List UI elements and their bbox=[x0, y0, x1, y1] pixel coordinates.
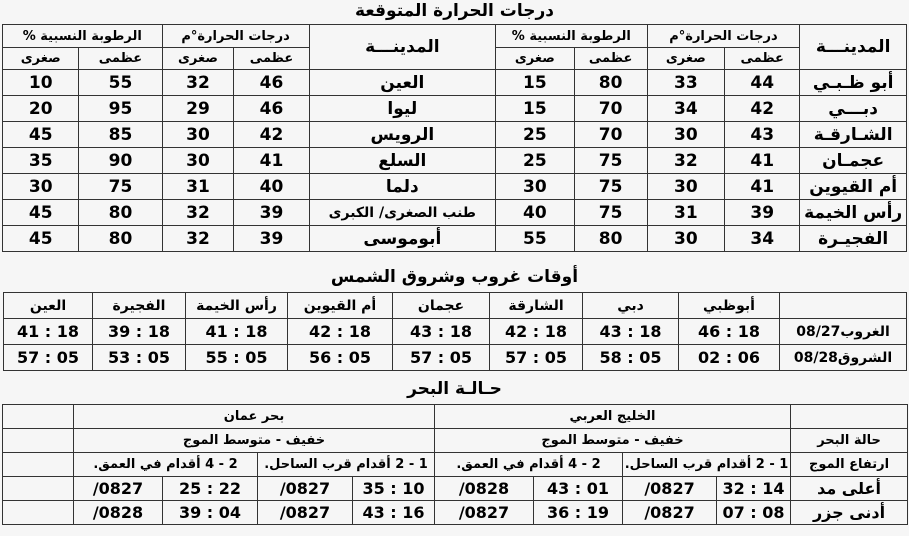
high-tide-time: 14 : 32 bbox=[717, 477, 791, 501]
max-humidity-cell: 80 bbox=[79, 200, 162, 226]
sea-corner bbox=[3, 405, 74, 429]
min-temp-cell: 30 bbox=[162, 122, 234, 148]
temp-row bbox=[3, 70, 907, 96]
max-temp-cell: 42 bbox=[234, 122, 309, 148]
sunrise-time: 05 : 56 bbox=[288, 345, 393, 371]
max-temp-cell: 42 bbox=[725, 96, 800, 122]
sunset-row bbox=[4, 319, 907, 345]
temperature-table bbox=[2, 24, 907, 252]
low-tide-date: 0827/ bbox=[258, 501, 353, 525]
high-tide-time: 01 : 43 bbox=[534, 477, 623, 501]
min-humidity-cell: 15 bbox=[496, 70, 575, 96]
city-cell: أم القيوين bbox=[800, 174, 907, 200]
sunset-time: 18 : 42 bbox=[288, 319, 393, 345]
high-tide-date: 0828/ bbox=[435, 477, 534, 501]
min-temp-cell: 30 bbox=[647, 226, 724, 252]
sun-title: أوقات غروب وشروق الشمس bbox=[330, 267, 579, 287]
city-cell: عجمـان bbox=[800, 148, 907, 174]
temp-row bbox=[3, 148, 907, 174]
sun-city-header: عجمان bbox=[393, 293, 490, 319]
max-humidity-cell: 70 bbox=[574, 122, 647, 148]
city-cell: دبـــي bbox=[800, 96, 907, 122]
min-humidity-cell: 25 bbox=[496, 148, 575, 174]
sunrise-time: 05 : 58 bbox=[583, 345, 679, 371]
sunset-time: 18 : 42 bbox=[490, 319, 583, 345]
min-temp-cell: 32 bbox=[162, 200, 234, 226]
humidity-header: الرطوبة النسبية % bbox=[496, 25, 648, 48]
sunset-time: 18 : 39 bbox=[93, 319, 186, 345]
min-humidity-cell: 45 bbox=[3, 200, 79, 226]
min-temp-cell: 30 bbox=[647, 122, 724, 148]
max-temp-cell: 46 bbox=[234, 70, 309, 96]
city-cell: رأس الخيمة bbox=[800, 200, 907, 226]
low-tide-time: 16 : 43 bbox=[353, 501, 435, 525]
min-temp-cell: 31 bbox=[162, 174, 234, 200]
sun-corner bbox=[780, 293, 907, 319]
temp-row bbox=[3, 174, 907, 200]
sunrise-time: 05 : 57 bbox=[490, 345, 583, 371]
min-header: صغرى bbox=[647, 48, 724, 70]
high-tide-date: 0827/ bbox=[74, 477, 163, 501]
max-humidity-cell: 80 bbox=[574, 226, 647, 252]
sun-city-header: أم القيوين bbox=[288, 293, 393, 319]
temp-header: درجات الحرارة°م bbox=[162, 25, 309, 48]
temps-title: درجات الحرارة المتوقعة bbox=[355, 1, 554, 21]
sunrise-time: 05 : 55 bbox=[186, 345, 288, 371]
sunset-time: 18 : 43 bbox=[583, 319, 679, 345]
sun-city-header: الفجيرة bbox=[93, 293, 186, 319]
min-temp-cell: 32 bbox=[647, 148, 724, 174]
max-humidity-cell: 80 bbox=[574, 70, 647, 96]
min-temp-cell: 32 bbox=[162, 226, 234, 252]
max-header: عظمى bbox=[725, 48, 800, 70]
low-tide-time: 19 : 36 bbox=[534, 501, 623, 525]
sunrise-time: 06 : 02 bbox=[679, 345, 780, 371]
city-cell: الرويس bbox=[309, 122, 495, 148]
city-cell: طنب الصغرى/ الكبرى bbox=[309, 200, 495, 226]
sea-table bbox=[2, 404, 908, 525]
low-tide-date: 0828/ bbox=[74, 501, 163, 525]
city-cell: أبوموسى bbox=[309, 226, 495, 252]
city-header: المدينـــة bbox=[309, 25, 495, 70]
min-humidity-cell: 25 bbox=[496, 122, 575, 148]
wave-label: ارتفاع الموج bbox=[791, 453, 908, 477]
min-temp-cell: 30 bbox=[162, 148, 234, 174]
temp-header: درجات الحرارة°م bbox=[647, 25, 800, 48]
state-label: حالة البحر bbox=[791, 429, 908, 453]
max-temp-cell: 41 bbox=[725, 174, 800, 200]
max-humidity-cell: 75 bbox=[574, 148, 647, 174]
sunrise-time: 05 : 53 bbox=[93, 345, 186, 371]
sunset-time: 18 : 43 bbox=[393, 319, 490, 345]
temp-row bbox=[3, 226, 907, 252]
min-humidity-cell: 35 bbox=[3, 148, 79, 174]
sea-blank bbox=[3, 477, 74, 501]
high-tide-time: 10 : 35 bbox=[353, 477, 435, 501]
gulf-title: الخليج العربي bbox=[435, 405, 791, 429]
min-humidity-cell: 45 bbox=[3, 226, 79, 252]
temp-row bbox=[3, 96, 907, 122]
oman-wave-deep: 2 - 4 أقدام في العمق. bbox=[74, 453, 258, 477]
sun-table bbox=[3, 292, 907, 371]
city-header: المدينـــة bbox=[800, 25, 907, 70]
sun-city-header: رأس الخيمة bbox=[186, 293, 288, 319]
city-cell: الفجيـرة bbox=[800, 226, 907, 252]
city-cell: السلع bbox=[309, 148, 495, 174]
high-tide-date: 0827/ bbox=[258, 477, 353, 501]
sunset-time: 18 : 41 bbox=[186, 319, 288, 345]
low-tide-time: 08 : 07 bbox=[717, 501, 791, 525]
max-temp-cell: 34 bbox=[725, 226, 800, 252]
sea-corner bbox=[791, 405, 908, 429]
min-humidity-cell: 45 bbox=[3, 122, 79, 148]
oman-title: بحر عمان bbox=[74, 405, 435, 429]
high-tide-row bbox=[3, 477, 908, 501]
sun-city-header: الشارقة bbox=[490, 293, 583, 319]
min-header: صغرى bbox=[496, 48, 575, 70]
min-temp-cell: 32 bbox=[162, 70, 234, 96]
min-humidity-cell: 15 bbox=[496, 96, 575, 122]
min-temp-cell: 30 bbox=[647, 174, 724, 200]
sunset-time: 18 : 46 bbox=[679, 319, 780, 345]
max-temp-cell: 39 bbox=[725, 200, 800, 226]
min-humidity-cell: 55 bbox=[496, 226, 575, 252]
max-temp-cell: 39 bbox=[234, 200, 309, 226]
oman-state: خفيف - متوسط الموج bbox=[74, 429, 435, 453]
max-temp-cell: 41 bbox=[234, 148, 309, 174]
min-humidity-cell: 40 bbox=[496, 200, 575, 226]
min-temp-cell: 33 bbox=[647, 70, 724, 96]
sun-header-row bbox=[4, 293, 907, 319]
temp-row bbox=[3, 122, 907, 148]
low-tide-date: 0827/ bbox=[435, 501, 534, 525]
low-tide-row bbox=[3, 501, 908, 525]
min-temp-cell: 31 bbox=[647, 200, 724, 226]
city-cell: أبو ظـبـي bbox=[800, 70, 907, 96]
low-tide-date: 0827/ bbox=[623, 501, 717, 525]
min-humidity-cell: 10 bbox=[3, 70, 79, 96]
max-humidity-cell: 75 bbox=[79, 174, 162, 200]
min-humidity-cell: 30 bbox=[3, 174, 79, 200]
gulf-state: خفيف - متوسط الموج bbox=[435, 429, 791, 453]
sunset-label: الغروب08/27 bbox=[780, 319, 907, 345]
high-tide-label: أعلى مد bbox=[791, 477, 908, 501]
max-humidity-cell: 85 bbox=[79, 122, 162, 148]
city-cell: الشـارقـة bbox=[800, 122, 907, 148]
min-humidity-cell: 30 bbox=[496, 174, 575, 200]
sunset-time: 18 : 41 bbox=[4, 319, 93, 345]
min-humidity-cell: 20 bbox=[3, 96, 79, 122]
max-humidity-cell: 70 bbox=[574, 96, 647, 122]
min-header: صغرى bbox=[162, 48, 234, 70]
city-cell: العين bbox=[309, 70, 495, 96]
max-temp-cell: 44 bbox=[725, 70, 800, 96]
max-temp-cell: 40 bbox=[234, 174, 309, 200]
temp-row bbox=[3, 200, 907, 226]
sunrise-time: 05 : 57 bbox=[4, 345, 93, 371]
low-tide-time: 04 : 39 bbox=[163, 501, 258, 525]
sun-city-header: أبوظبي bbox=[679, 293, 780, 319]
high-tide-date: 0827/ bbox=[623, 477, 717, 501]
max-temp-cell: 43 bbox=[725, 122, 800, 148]
low-tide-label: أدنى جزر bbox=[791, 501, 908, 525]
sea-blank bbox=[3, 453, 74, 477]
oman-wave-near: 1 - 2 أقدام قرب الساحل. bbox=[258, 453, 435, 477]
sea-blank bbox=[3, 501, 74, 525]
max-header: عظمى bbox=[234, 48, 309, 70]
max-humidity-cell: 80 bbox=[79, 226, 162, 252]
high-tide-time: 22 : 25 bbox=[163, 477, 258, 501]
max-humidity-cell: 55 bbox=[79, 70, 162, 96]
max-temp-cell: 39 bbox=[234, 226, 309, 252]
min-temp-cell: 34 bbox=[647, 96, 724, 122]
sun-city-header: العين bbox=[4, 293, 93, 319]
max-humidity-cell: 90 bbox=[79, 148, 162, 174]
max-humidity-cell: 95 bbox=[79, 96, 162, 122]
max-header: عظمى bbox=[79, 48, 162, 70]
sea-blank bbox=[3, 429, 74, 453]
max-temp-cell: 41 bbox=[725, 148, 800, 174]
city-cell: ليوا bbox=[309, 96, 495, 122]
max-humidity-cell: 75 bbox=[574, 174, 647, 200]
humidity-header: الرطوبة النسبية % bbox=[3, 25, 163, 48]
sunrise-label: الشروق08/28 bbox=[780, 345, 907, 371]
city-cell: دلما bbox=[309, 174, 495, 200]
gulf-wave-near: 1 - 2 أقدام قرب الساحل. bbox=[623, 453, 791, 477]
sunrise-row bbox=[4, 345, 907, 371]
max-header: عظمى bbox=[574, 48, 647, 70]
min-temp-cell: 29 bbox=[162, 96, 234, 122]
min-header: صغرى bbox=[3, 48, 79, 70]
sea-title: حـالـة البحر bbox=[407, 379, 502, 399]
max-temp-cell: 46 bbox=[234, 96, 309, 122]
gulf-wave-deep: 2 - 4 أقدام في العمق. bbox=[435, 453, 623, 477]
sunrise-time: 05 : 57 bbox=[393, 345, 490, 371]
max-humidity-cell: 75 bbox=[574, 200, 647, 226]
sun-city-header: دبي bbox=[583, 293, 679, 319]
